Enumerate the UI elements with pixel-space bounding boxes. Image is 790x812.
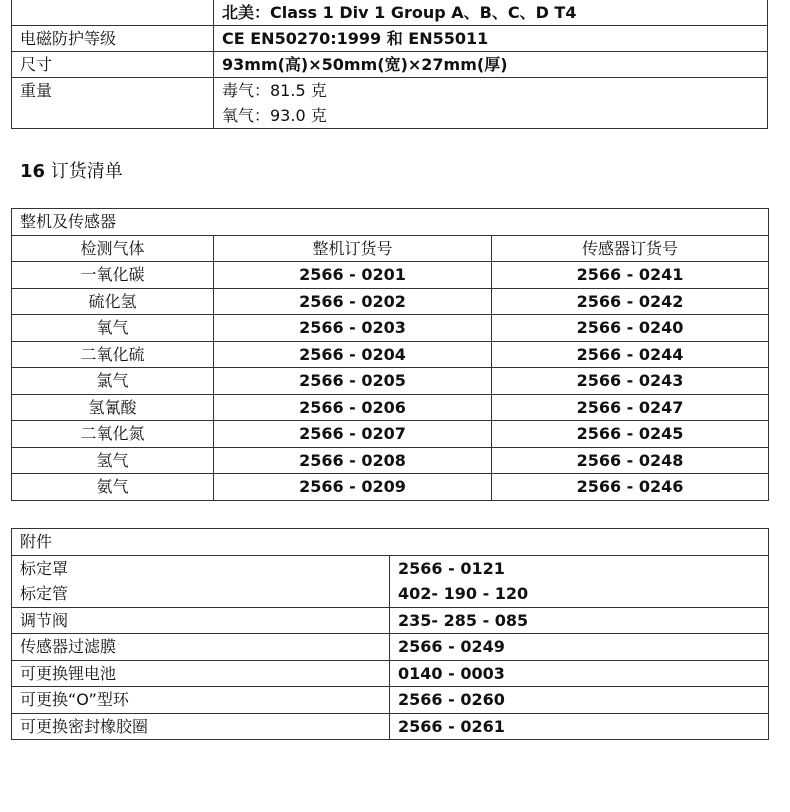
accessories-title: 附件 <box>12 529 769 556</box>
table-row <box>12 474 769 501</box>
order-group-row <box>12 209 769 236</box>
section-title: 订货清单 <box>50 161 123 182</box>
accessory-name: 标定管 <box>12 581 390 607</box>
table-row <box>12 288 769 315</box>
sensor-code: 2566 - 0248 <box>492 447 769 474</box>
sensor-code: 2566 - 0240 <box>492 315 769 342</box>
spec-value-weight <box>214 78 768 129</box>
order-table <box>11 208 769 501</box>
unit-code: 2566 - 0206 <box>214 394 492 421</box>
header-sensor-code: 传感器订货号 <box>492 235 769 262</box>
header-gas: 检测气体 <box>12 235 214 262</box>
accessories-table <box>11 528 769 740</box>
accessory-name: 调节阀 <box>12 607 390 634</box>
specifications-table <box>11 0 768 129</box>
unit-code: 2566 - 0207 <box>214 421 492 448</box>
table-row <box>12 315 769 342</box>
accessory-code: 402- 190 - 120 <box>390 581 769 607</box>
table-row <box>12 634 769 661</box>
table-row <box>12 394 769 421</box>
spec-label <box>12 0 214 26</box>
spec-value-dimensions: 93mm(高)×50mm(宽)×27mm(厚) <box>214 52 768 78</box>
spec-label-emc: 电磁防护等级 <box>12 26 214 52</box>
spec-row-certification <box>12 0 768 26</box>
table-row <box>12 368 769 395</box>
gas-name: 氢氰酸 <box>12 394 214 421</box>
unit-code: 2566 - 0202 <box>214 288 492 315</box>
table-row <box>12 421 769 448</box>
accessory-name: 传感器过滤膜 <box>12 634 390 661</box>
gas-name: 氧气 <box>12 315 214 342</box>
spec-label-weight: 重量 <box>12 78 214 129</box>
sensor-code: 2566 - 0245 <box>492 421 769 448</box>
unit-code: 2566 - 0201 <box>214 262 492 289</box>
gas-name: 一氧化碳 <box>12 262 214 289</box>
sensor-code: 2566 - 0244 <box>492 341 769 368</box>
accessory-code: 235- 285 - 085 <box>390 607 769 634</box>
gas-name: 氨气 <box>12 474 214 501</box>
unit-code: 2566 - 0205 <box>214 368 492 395</box>
unit-code: 2566 - 0209 <box>214 474 492 501</box>
table-row <box>12 687 769 714</box>
section-number: 16 <box>20 161 46 182</box>
order-group-title: 整机及传感器 <box>12 209 769 236</box>
gas-name: 二氧化氮 <box>12 421 214 448</box>
sensor-code: 2566 - 0246 <box>492 474 769 501</box>
header-unit-code: 整机订货号 <box>214 235 492 262</box>
sensor-code: 2566 - 0242 <box>492 288 769 315</box>
unit-code: 2566 - 0203 <box>214 315 492 342</box>
spec-row-emc <box>12 26 768 52</box>
spec-label-dimensions: 尺寸 <box>12 52 214 78</box>
weight-toxic: 毒气：81.5 克 <box>222 81 327 100</box>
spec-value-emc: CE EN50270:1999 和 EN55011 <box>214 26 768 52</box>
accessories-title-row <box>12 529 769 556</box>
unit-code: 2566 - 0204 <box>214 341 492 368</box>
order-header-row <box>12 235 769 262</box>
table-row <box>12 341 769 368</box>
weight-oxygen: 氧气：93.0 克 <box>222 106 327 125</box>
spec-value-certification: 北美：Class 1 Div 1 Group A、B、C、D T4 <box>214 0 768 26</box>
spec-row-weight <box>12 78 768 129</box>
accessory-code: 2566 - 0261 <box>390 713 769 740</box>
table-row <box>12 555 769 581</box>
gas-name: 硫化氢 <box>12 288 214 315</box>
gas-name: 氯气 <box>12 368 214 395</box>
table-row <box>12 713 769 740</box>
accessory-code: 0140 - 0003 <box>390 660 769 687</box>
spec-row-dimensions <box>12 52 768 78</box>
unit-code: 2566 - 0208 <box>214 447 492 474</box>
accessory-name: 可更换“O”型环 <box>12 687 390 714</box>
section-heading <box>20 160 123 184</box>
table-row <box>12 447 769 474</box>
accessory-name: 标定罩 <box>12 555 390 581</box>
sensor-code: 2566 - 0247 <box>492 394 769 421</box>
gas-name: 二氧化硫 <box>12 341 214 368</box>
accessory-name: 可更换密封橡胶圈 <box>12 713 390 740</box>
table-row <box>12 262 769 289</box>
sensor-code: 2566 - 0243 <box>492 368 769 395</box>
table-row <box>12 660 769 687</box>
accessory-code: 2566 - 0260 <box>390 687 769 714</box>
accessory-code: 2566 - 0121 <box>390 555 769 581</box>
table-row <box>12 581 769 607</box>
gas-name: 氢气 <box>12 447 214 474</box>
sensor-code: 2566 - 0241 <box>492 262 769 289</box>
accessory-name: 可更换锂电池 <box>12 660 390 687</box>
table-row <box>12 607 769 634</box>
accessory-code: 2566 - 0249 <box>390 634 769 661</box>
